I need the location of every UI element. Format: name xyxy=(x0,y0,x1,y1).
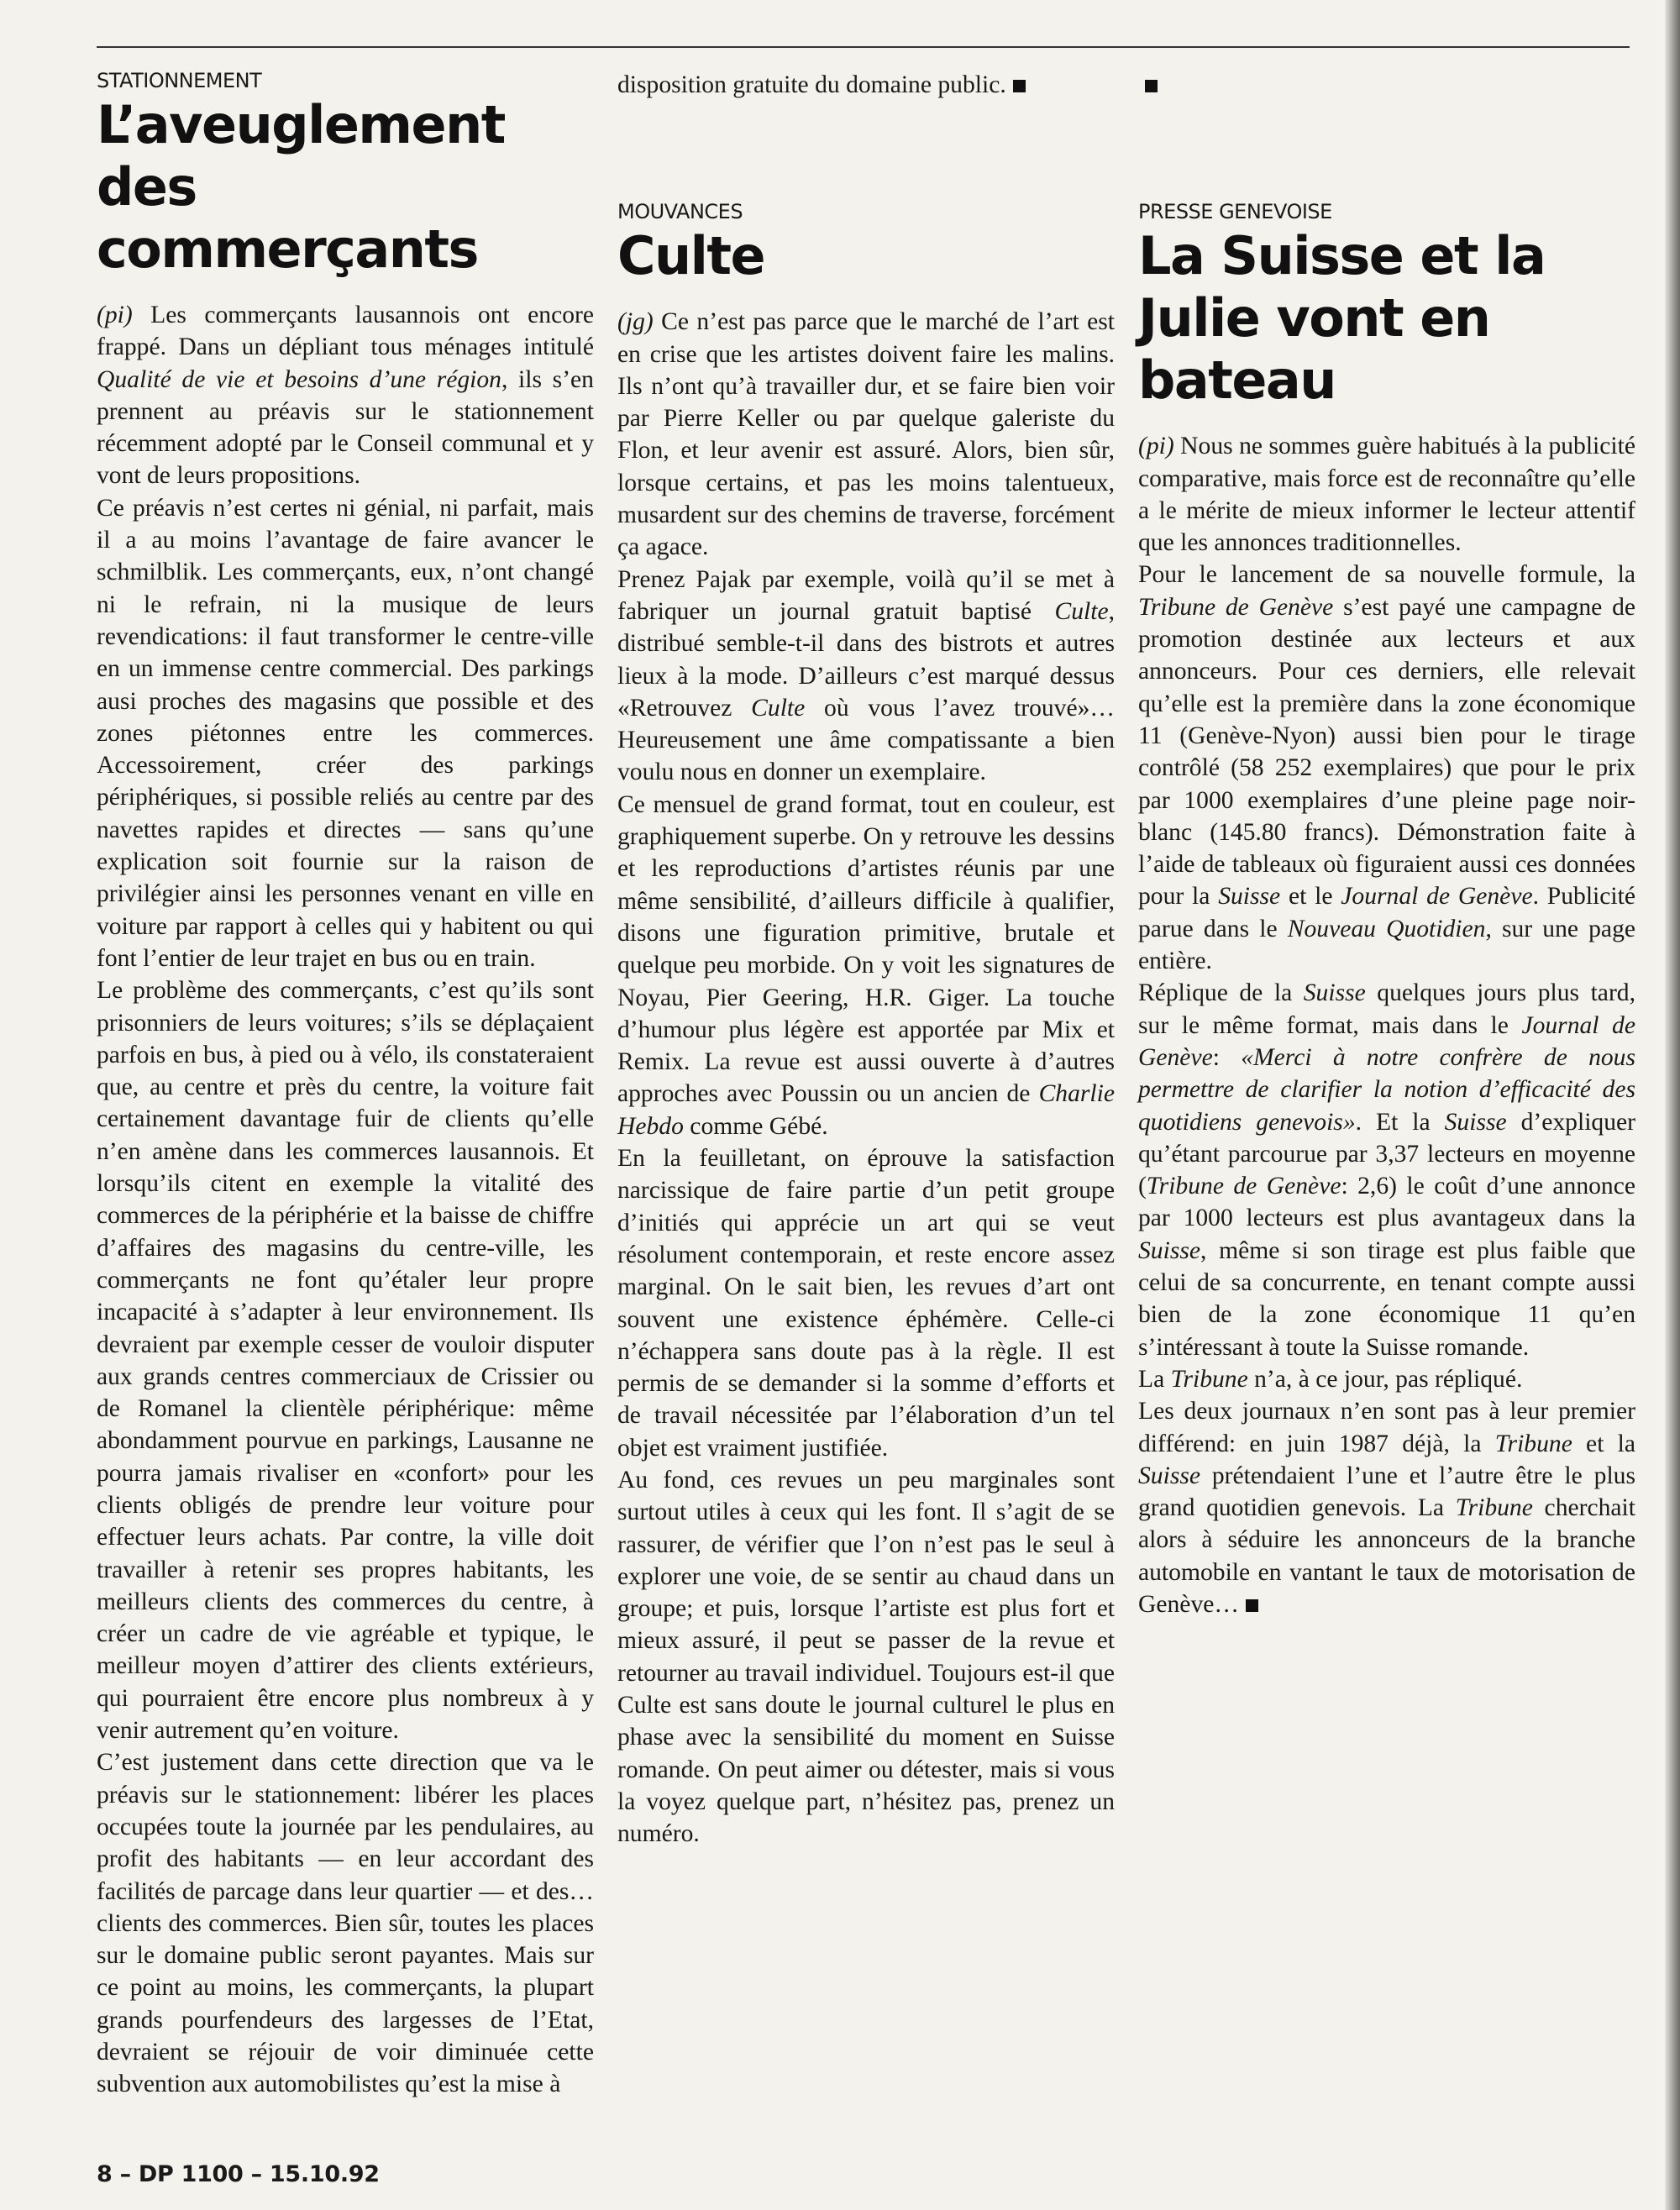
article-3-paragraph-4: La Tribune n’a, à ce jour, pas répliqué. xyxy=(1138,1365,1523,1393)
scan-page-edge xyxy=(1665,0,1680,2210)
article-3-paragraph-5: Les deux journaux n’en sont pas à leur premier différend: en juin 1987 déjà, la Tribune et la Suisse prétendaient l’une et l’autre être le plus grand quotidien genevois. La Tribune cherchait alors à séduire les annonceurs de la branche automobile en vantant le taux de motorisation de Genève… xyxy=(1138,1398,1636,1618)
article-2-paragraph-1: (jg) Ce n’est pas parce que le marché de l’art est en crise que les artistes doivent faire les malins. Ils n’ont qu’à travailler dur, et se faire bien voir par Pierre Keller ou par quelque galeriste du Flon, et leur avenir est assuré. Alors, bien sûr, lorsque certains, et pas les moins talentueux, musardent sur des chemins de traverse, forcément ça agace. xyxy=(617,308,1115,561)
byline: (pi) xyxy=(1138,433,1174,460)
article-2-paragraph-3: Ce mensuel de grand format, tout en couleur, est graphiquement superbe. On y retrouve les dessins et les reproductions d’artistes réunis par une même sensibilité, d’ailleurs difficile à qualifier, disons une figuration primitive, brutale et quelque peu morbide. On y voit les signatures de Noyau, Pier Geering, H.R. Giger. La touche d’humour plus légère est apportée par Mix et Remix. La revue est aussi ouverte à d’autres approches avec Poussin ou un ancien de Charlie Hebdo comme Gébé. xyxy=(617,790,1115,1140)
end-of-article-mark xyxy=(1246,1599,1258,1612)
article-1-title: L’aveuglement des commerçants xyxy=(97,94,505,280)
article-3-title: La Suisse et la Julie vont en bateau xyxy=(1138,225,1546,412)
end-of-article-mark xyxy=(1013,80,1026,92)
column-2 xyxy=(617,69,1115,1850)
article-1-paragraph-3: Le problème des commerçants, c’est qu’ils sont prisonniers de leurs voitures; s’ils se déplaçaient parfois en bus, à pied ou à vélo, ils constateraient que, au centre et près du centre, la voiture fait certainement davantage fuir de clients qu’elle n’en amène dans les commerces lausannois. Et lorsqu’ils citent en exemple la vitalité des commerces de la périphérie et la baisse de chiffre d’affaires des magasins du centre-ville, les commerçants ne font qu’étaler leur propre incapacité à s’adapter à leur environnement. Ils devraient par exemple cesser de vouloir disputer aux grands centres commerciaux de Crissier ou de Romanel la clientèle périphérique: même abondamment pourvue en parkings, Lausanne ne pourra jamais rivaliser en «confort» pour les clients obligés de prendre leur voiture pour effectuer leurs achats. Par contre, la ville doit travailler à retenir ses propres habitants, les meilleurs clients des commerces du centre, à créer un cadre de vie agréable et typique, le meilleur moyen d’attirer des clients extérieurs, qui pourraient être encore plus nombreux à y venir autrement qu’en voiture. xyxy=(97,977,594,1745)
column-3 xyxy=(1138,69,1635,1620)
page-footer: 8 – DP 1100 – 15.10.92 xyxy=(97,2161,380,2187)
article-1-kicker: STATIONNEMENT xyxy=(97,69,262,92)
top-rule xyxy=(97,46,1630,48)
article-1-paragraph-1: (pi) Les commerçants lausannois ont encore frappé. Dans un dépliant tous ménages intitulé Qualité de vie et besoins d’une région, ils s’en prennent au préavis sur le stationnement récemment adopté par le Conseil communal et y vont de leurs propositions. xyxy=(97,302,594,490)
article-2-paragraph-5-cont xyxy=(1138,69,1635,101)
byline: (jg) xyxy=(617,308,654,336)
article-2-paragraph-4: En la feuilletant, on éprouve la satisfaction narcissique de faire partie d’un petit groupe d’initiés qui apprécie un art qui se veut résolument contemporain, et reste encore assez marginal. On le sait bien, les revues d’art ont souvent une existence éphémère. Celle-ci n’échappera sans doute pas à la règle. Il est permis de se demander si la somme d’efforts et de travail nécessitée par l’élaboration d’un tel objet est vraiment justifiée. xyxy=(617,1145,1115,1462)
article-1-paragraph-2: Ce préavis n’est certes ni génial, ni parfait, mais il a au moins l’avantage de faire avancer le schmilblik. Les commerçants, eux, n’ont changé ni le refrain, ni la musique de leurs revendications: il faut transformer le centre-ville en un immense centre commercial. Des parkings ausi proches des magasins que possible et des zones piétonnes entre les commerces. Accessoirement, créer des parkings périphériques, si possible reliés au centre par des navettes rapides et directes — sans qu’une explication soit fournie sur la raison de privilégier ainsi les personnes venant en ville en voiture par rapport à celles qui y habitent ou qui font l’entier de leur trajet en bus ou en train. xyxy=(97,494,594,972)
article-3-kicker: PRESSE GENEVOISE xyxy=(1138,200,1332,224)
article-1-paragraph-4-start: C’est justement dans cette direction que va le préavis sur le stationnement: libérer les places occupées toute la journée par les pendulaires, au profit des habitants — en leur accordant des facilités de parcage dans leur quartier — et des… clients des commerces. Bien sûr, toutes les places sur le domaine public seront payantes. Mais sur ce point au moins, les commerçants, la plupart grands pourfendeurs des largesses de l’Etat, devraient se réjouir de voir diminuée cette subvention aux automobilistes qu’est la mise à xyxy=(97,1749,594,2098)
article-2-paragraph-5-start: Au fond, ces revues un peu marginales sont surtout utiles à ceux qui les font. Il s’agit de se rassurer, de vérifier que l’on n’est pas le seul à explorer une voie, de se sentir au chaud dans un groupe; et puis, lorsque l’artiste est plus fort et mieux assuré, il peut se passer de la revue et retourner au travail individuel. Toujours est-il que Culte est sans doute le journal culturel le plus en phase avec la sensibilité du moment en Suisse romande. On peut aimer ou détester, mais si vous la voyez quelque part, n’hésitez pas, prenez un numéro. xyxy=(617,1466,1115,1848)
article-1-paragraph-4-cont: disposition gratuite du domaine public. xyxy=(617,69,1115,101)
byline: (pi) xyxy=(97,302,133,328)
article-2-title: Culte xyxy=(617,225,765,287)
article-2-kicker: MOUVANCES xyxy=(617,200,743,224)
end-of-article-mark xyxy=(1145,80,1158,92)
article-3-paragraph-3: Réplique de la Suisse quelques jours plus tard, sur le même format, mais dans le Journal de Genève: «Merci à notre confrère de nous permettre de clarifier la notion d’efficacité des quotidiens genevois». Et la Suisse d’expliquer qu’étant parcourue par 3,37 lecteurs en moyenne (Tribune de Genève: 2,6) le coût d’une annonce par 1000 lecteurs est plus avantageux dans la Suisse, même si son tirage est plus faible que celui de sa concurrente, en tenant compte aussi bien de la zone économique 11 qu’en s’intéressant à toute la Suisse romande. xyxy=(1138,979,1636,1361)
article-3-paragraph-2: Pour le lancement de sa nouvelle formule, la Tribune de Genève s’est payé une campagne de promotion destinée aux lecteurs et aux annonceurs. Pour ces derniers, elle relevait qu’elle est la première dans la zone économique 11 (Genève-Nyon) aussi bien pour le tirage contrôlé (58 252 exemplaires) que pour le prix par 1000 exemplaires d’une pleine page noir-blanc (145.80 francs). Démonstration faite à l’aide de tableaux où figuraient aussi ces données pour la Suisse et le Journal de Genève. Publicité parue dans le Nouveau Quotidien, sur une page entière. xyxy=(1138,561,1636,975)
article-3-paragraph-1: (pi) Nous ne sommes guère habitués à la publicité comparative, mais force est de reconnaître qu’elle a le mérite de mieux informer le lecteur attentif que les annonces traditionnelles. xyxy=(1138,433,1635,557)
column-1 xyxy=(97,69,594,2101)
article-2-paragraph-2: Prenez Pajak par exemple, voilà qu’il se met à fabriquer un journal gratuit baptisé Culte, distribué semble-t-il dans des bistrots et autres lieux à la mode. D’ailleurs c’est marqué dessus «Retrouvez Culte où vous l’avez trouvé»… Heureusement une âme compatissante a bien voulu nous en donner un exemplaire. xyxy=(617,565,1115,786)
